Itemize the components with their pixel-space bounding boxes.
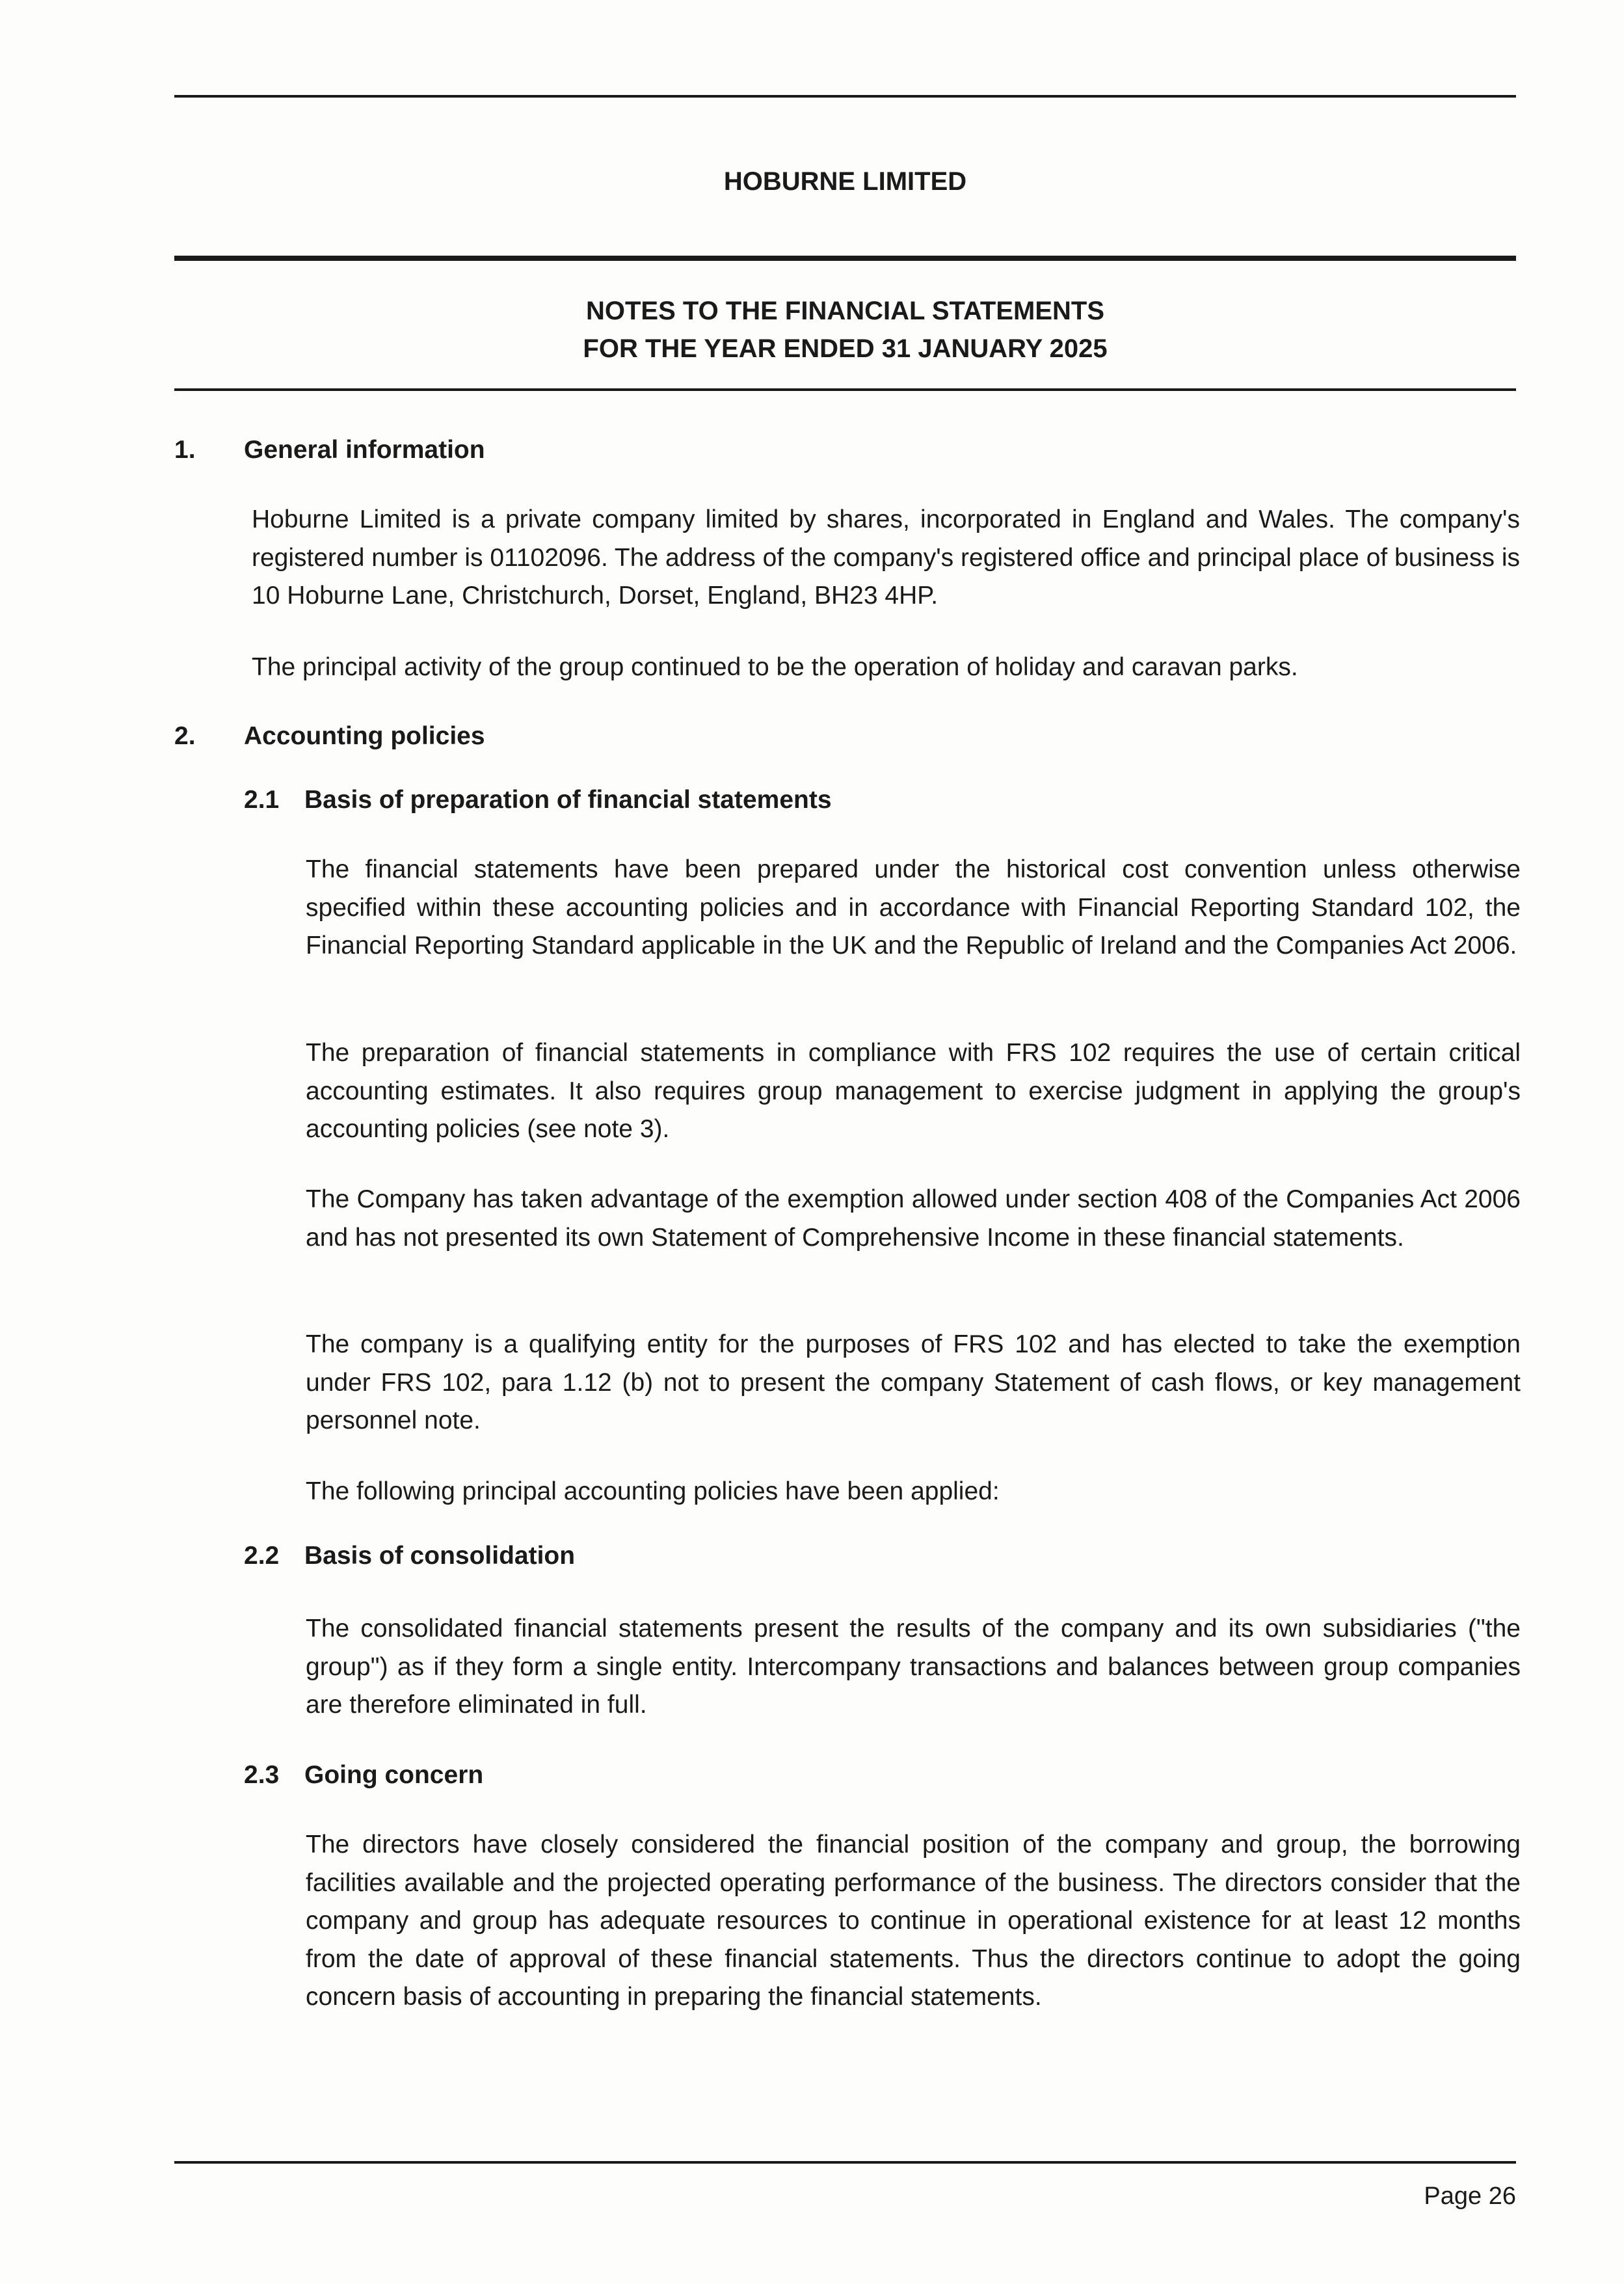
paragraph: The directors have closely considered the financial position of the company and group, the borrowing facilities available and the projected operating performance of the business. The directors consider that the company and group has adequate resources to continue in operational existence for at least 12 months from the date of approval of these financial statements. Thus the directors continue to adopt the going concern basis of accounting in preparing the financial statements. — [306, 1831, 1521, 2011]
section-heading-general-information: General information — [244, 436, 485, 464]
section-heading-accounting-policies: Accounting policies — [244, 722, 485, 750]
company-name: HOBURNE LIMITED — [723, 167, 967, 196]
subsection-number: 2.1 — [244, 786, 280, 814]
paragraph: The following principal accounting policies have been applied: — [306, 1477, 1000, 1505]
statement-period: FOR THE YEAR ENDED 31 JANUARY 2025 — [583, 334, 1108, 363]
paragraph: The financial statements have been prepared under the historical cost convention unless otherwise specified within these accounting policies and in accordance with Financial Reporting Standard 102, the Financial Reporting Standard applicable in the UK and the Republic of Ireland and the Companies Act 2006. — [306, 855, 1521, 960]
subsection-heading-basis-of-consolidation: Basis of consolidation — [304, 1542, 576, 1570]
page-number: Page 26 — [1424, 2183, 1516, 2210]
header-rule — [174, 256, 1516, 261]
footer-rule — [174, 2161, 1516, 2164]
section-number: 2. — [174, 722, 196, 750]
subsection-number: 2.3 — [244, 1761, 280, 1789]
paragraph: The principal activity of the group continued to be the operation of holiday and caravan parks. — [252, 653, 1298, 681]
subsection-heading-going-concern: Going concern — [304, 1761, 484, 1789]
statement-title: NOTES TO THE FINANCIAL STATEMENTS — [585, 297, 1105, 325]
paragraph: The preparation of financial statements in compliance with FRS 102 requires the use of certain critical accounting estimates. It also requires group management to exercise judgment in applying the group's accounting policies (see note 3). — [306, 1039, 1521, 1143]
title-rule — [174, 388, 1516, 391]
subsection-heading-basis-of-preparation: Basis of preparation of financial statements — [304, 786, 832, 814]
paragraph: The consolidated financial statements present the results of the company and its own subsidiaries ("the group") as if they form a single entity. Intercompany transactions and balances between group companies are therefore eliminated in full. — [306, 1615, 1521, 1719]
paragraph: Hoburne Limited is a private company limited by shares, incorporated in England and Wales. The company's registered number is 01102096. The address of the company's registered office and principal place of business is 10 Hoburne Lane, Christchurch, Dorset, England, BH23 4HP. — [252, 505, 1520, 610]
paragraph: The Company has taken advantage of the exemption allowed under section 408 of the Companies Act 2006 and has not presented its own Statement of Comprehensive Income in these financial statements. — [306, 1185, 1521, 1252]
top-rule — [174, 95, 1516, 98]
paragraph: The company is a qualifying entity for the purposes of FRS 102 and has elected to take the exemption under FRS 102, para 1.12 (b) not to present the company Statement of cash flows, or key management personnel note. — [306, 1330, 1521, 1434]
section-number: 1. — [174, 436, 196, 464]
subsection-number: 2.2 — [244, 1542, 280, 1570]
